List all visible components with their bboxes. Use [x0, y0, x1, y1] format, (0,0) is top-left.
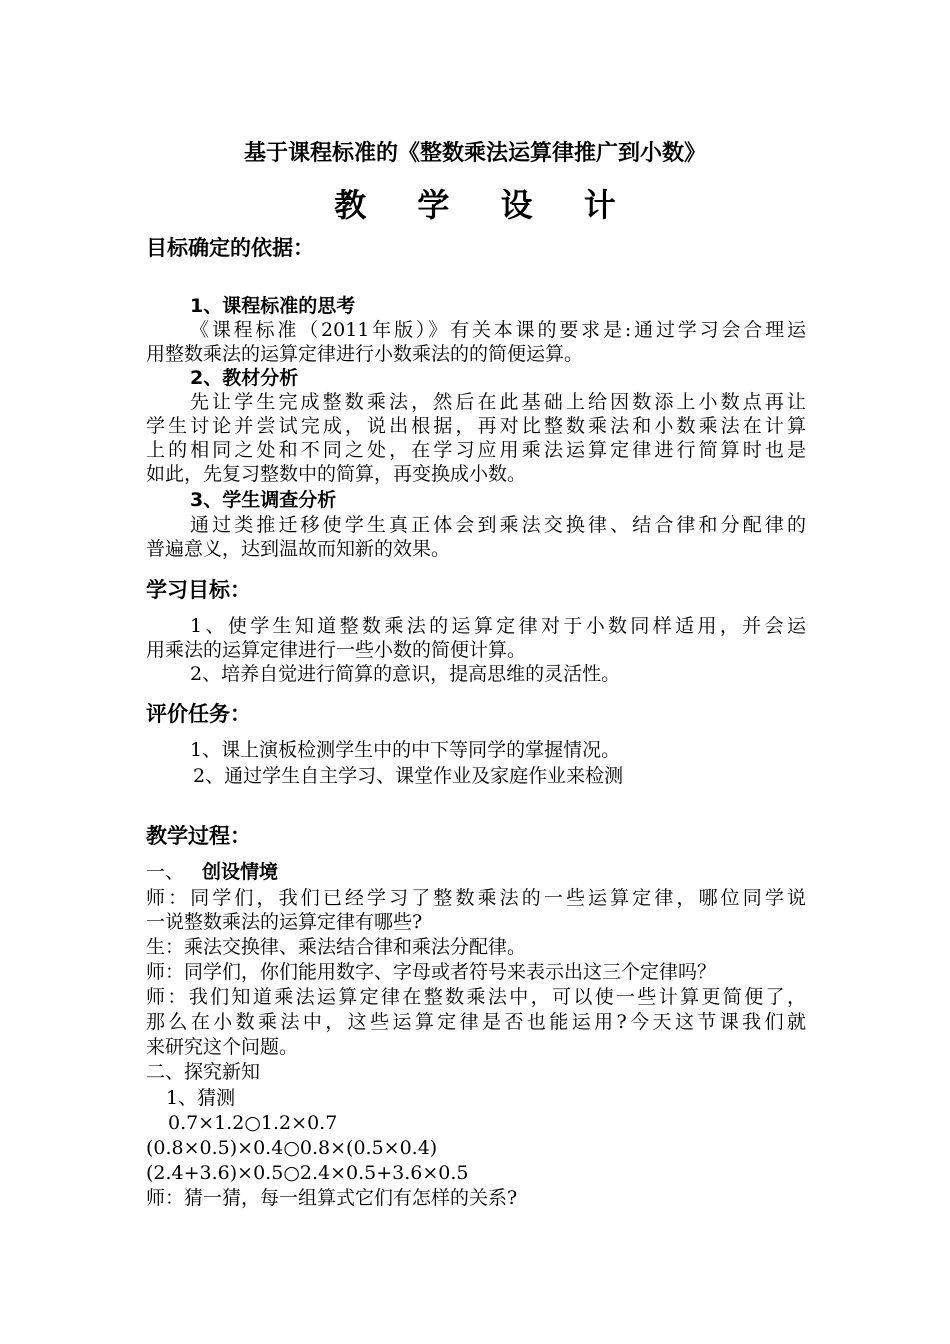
subsection-title: 3、学生调查分析	[190, 489, 337, 511]
expression: 0.7×1.2○1.2×0.7	[168, 1112, 338, 1134]
sub-step-title: 1、猜测	[166, 1087, 236, 1109]
dialogue-line: 师：同学们，我们已经学习了整数乘法的一些运算定律，哪位同学说	[146, 887, 806, 909]
dialogue-line: 生：乘法交换律、乘法结合律和乘法分配律。	[146, 936, 527, 958]
goal-item: 2、培养自觉进行简算的意识，提高思维的灵活性。	[190, 663, 621, 685]
goal-item: 1、使学生知道整数乘法的运算定律对于小数同样适用，并会运	[190, 615, 806, 637]
dialogue-line: 师：我们知道乘法运算定律在整数乘法中，可以使一些计算更简便了，	[146, 986, 806, 1008]
dialogue-line: 师：猜一猜，每一组算式它们有怎样的关系?	[146, 1187, 518, 1209]
document-title: 基于课程标准的《整数乘法运算律推广到小数》	[243, 141, 706, 166]
dialogue-line: 一说整数乘法的运算定律有哪些?	[146, 911, 423, 933]
section-heading-goals: 学习目标：	[146, 578, 251, 602]
paragraph-line: 《课程标准（2011年版）》有关本课的要求是:通过学习会合理运	[190, 319, 806, 341]
expression: (2.4+3.6)×0.5○2.4×0.5+3.6×0.5	[146, 1162, 469, 1184]
goal-item-continued: 用乘法的运算定律进行一些小数的简便计算。	[146, 639, 527, 661]
paragraph-line: 通过类推迁移使学生真正体会到乘法交换律、结合律和分配律的	[190, 514, 806, 536]
paragraph-line: 先让学生完成整数乘法，然后在此基础上给因数添上小数点再让	[190, 391, 806, 413]
process-step-title: 创设情境	[202, 861, 279, 883]
document-subtitle: 教 学 设 计	[334, 186, 636, 224]
section-heading-process: 教学过程：	[146, 824, 251, 848]
paragraph-line: 普遍意义，达到温故而知新的效果。	[146, 538, 451, 560]
task-item: 2、通过学生自主学习、课堂作业及家庭作业来检测	[193, 765, 624, 787]
paragraph-line: 如此，先复习整数中的简算，再变换成小数。	[146, 463, 527, 485]
dialogue-line: 来研究这个问题。	[146, 1036, 299, 1058]
process-step-title: 二、探究新知	[146, 1061, 261, 1083]
section-heading-tasks: 评价任务：	[146, 702, 251, 726]
dialogue-line: 那么在小数乘法中，这些运算定律是否也能运用?今天这节课我们就	[146, 1011, 806, 1033]
paragraph-line: 上的相同之处和不同之处，在学习应用乘法运算定律进行简算时也是	[146, 439, 806, 461]
subsection-title: 2、教材分析	[190, 367, 299, 389]
process-step-number: 一、	[146, 861, 185, 883]
task-item: 1、课上演板检测学生中的中下等同学的掌握情况。	[190, 739, 621, 761]
expression: (0.8×0.5)×0.4○0.8×(0.5×0.4)	[146, 1137, 438, 1159]
paragraph-line: 用整数乘法的运算定律进行小数乘法的的简便运算。	[146, 343, 584, 365]
section-heading-basis: 目标确定的依据：	[146, 236, 314, 260]
subsection-title: 1、课程标准的思考	[190, 295, 356, 317]
dialogue-line: 师：同学们，你们能用数字、字母或者符号来表示出这三个定律吗？	[146, 961, 717, 983]
paragraph-line: 学生讨论并尝试完成，说出根据，再对比整数乘法和小数乘法在计算	[146, 415, 806, 437]
